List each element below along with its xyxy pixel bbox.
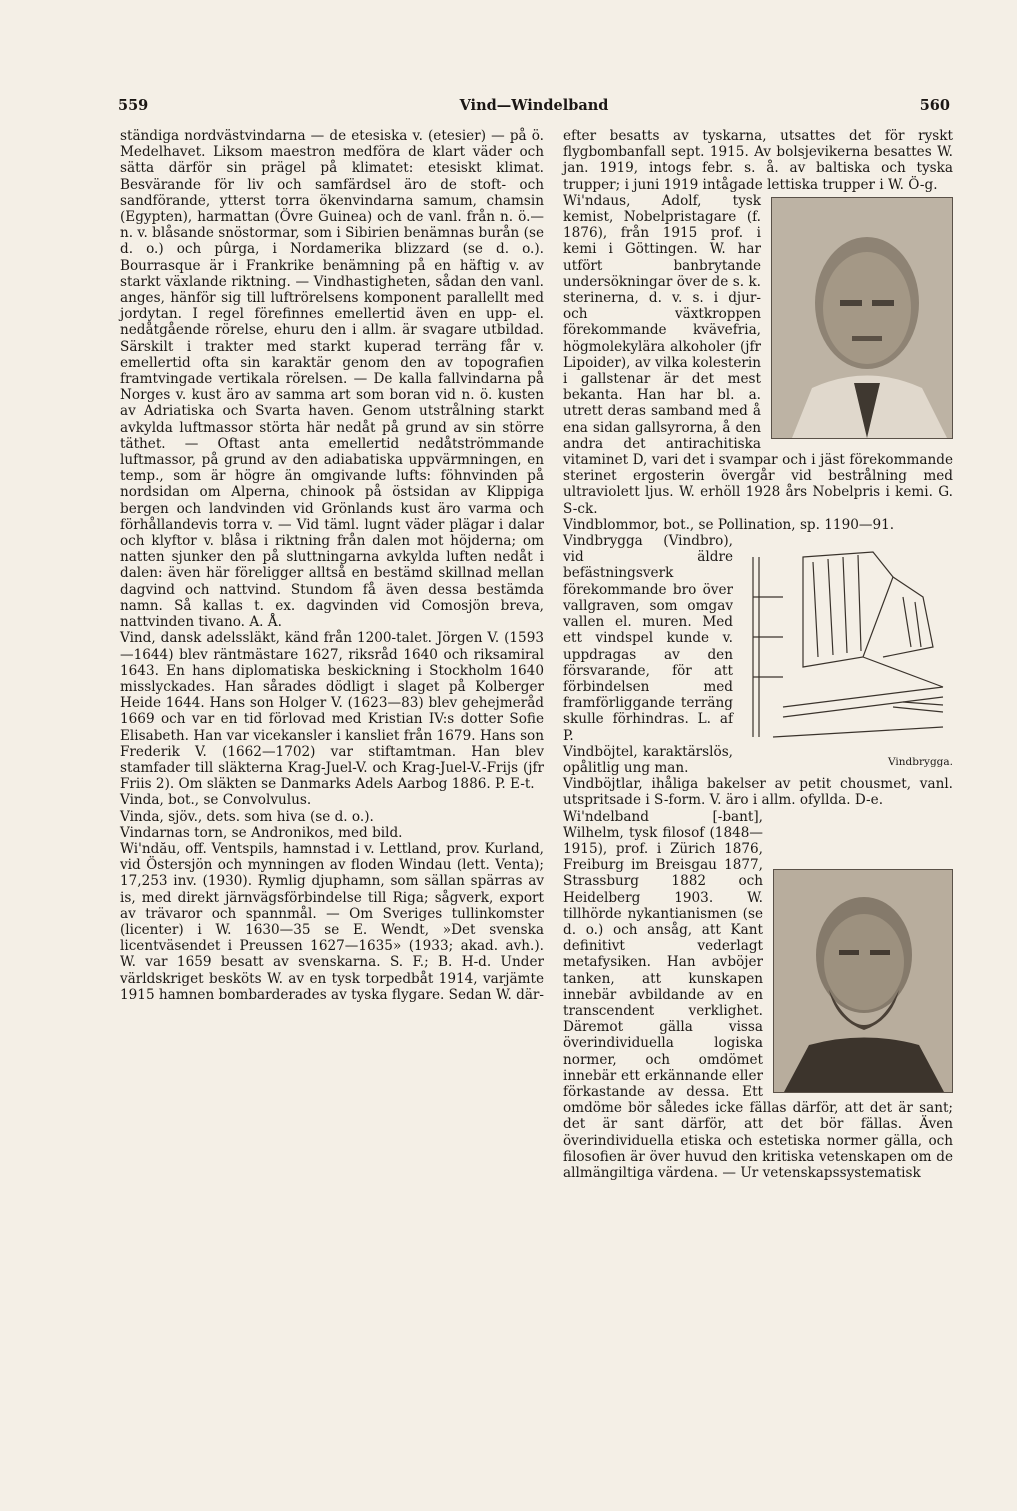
- entry-vindbojtlar: Vindböjtlar, ihåliga bakelser av petit chousmet, vanl. utspritsade i S-form. V. äro i allm. ofyllda. D-e.: [563, 776, 953, 809]
- entry-wind-continuation: ständiga nordvästvindarna — de etesiska v. (etesier) — på ö. Medelhavet. Liksom maestron medföra de klart väder och sätta därför sin prägel på klimatet: etesiskt klimat. Besvärande för liv och samfärdsel äro de stoft- och sandförande, ytterst torra ökenvindarna samum, chamsin (Egypten), harmattan (Övre Guinea) och de vanl. från n. ö.—n. v. blåsande snöstormar, som i Sibirien benämnas burån (se d. o.) och pûrga, i Nordamerika blizzard (se d. o.). Bourrasque är i Frankrike benämning på en häftig v. av starkt växlande riktning. — Vindhastigheten, sådan den vanl. anges, hänför sig till luftrörelsens komponent parallellt med jordytan. I regel förefinnes emellertid även en upp- el. nedåtgående rörelse, ehuru den i allm. är svagare utbildad. Särskilt i trakter med starkt kuperad terräng får v. emellertid ofta sin karaktär genom den av topografien framtvingade vertikala rörelsen. — De kalla fallvindarna på Norges v. kust äro av samma art som boran vid n. ö. kusten av Adriatiska och Svarta haven. Genom utstrålning starkt avkylda luftmassor störta här nedåt på grund av sin större täthet. — Oftast anta emellertid nedåtströmmande luftmassor, på grund av den adiabatiska uppvärmningen, en temp., som är högre än omgivande lufts: föhnvinden på nordsidan om Alperna, chinook på östsidan av Klippiga bergen och landvinden vid Grönlands kust äro varma och förhållandevis torra v. — Vid täml. lugnt väder plägar i dalar och klyftor v. blåsa i riktning från dalen mot höjderna; om natten sjunker den på sluttningarna avkylda luften nedåt i dalen: även här föreligger alltså en bestämd skillnad mellan dagvind och nattvind. Stundom få även dessa bestämda namn. Så kallas t. ex. dagvinden vid Comosjön breva, nattvinden tivano. A. Å.: [120, 128, 544, 631]
- entry-vindarnas-torn: Vindarnas torn, se Andronikos, med bild.: [120, 824, 403, 841]
- figure-vindbrygga: [743, 537, 953, 770]
- entry-vinda-bot: Vinda, bot., se Convolvulus.: [120, 792, 312, 809]
- entry-windaus: Wi'ndaus, Adolf, tysk kemist, Nobelpristagare (f. 1876), från 1915 prof. i kemi i Göttingen. W. har utfört banbrytande undersökningar över de s. k. sterinerna, d. v. s. i djur- och växtkroppen förekommande kvävefria, högmolekylära alkoholer (jfr Lipoider), av vilka kolesterin i gallstenar är det mest bekanta. Han har bl. a. utrett deras samband med å ena sidan gallsyrorna, å den andra det antirachitiska vitaminet D, vari det i svampar och i jäst förekommande sterinet ergosterin övergår vid bestrålning med ultraviolett ljus. W. erhöll 1928 års Nobelpris i kemi. G. S-ck.: [563, 192, 953, 517]
- figure-caption: Vindbrygga.: [888, 756, 953, 769]
- entry-vindbrygga: Vindbrygga (Vindbro), vid äldre befästningsverk förekommande bro över vallgraven, som omgav vallen el. muren. Med ett vindspel kunde v. uppdragas av den försvarande, för att förbindelsen med framförliggande terräng skulle förhindras. L. af P.: [563, 533, 733, 744]
- entry-vindbojtel: Vindböjtel, karaktärslös, opålitlig ung man.: [563, 743, 733, 776]
- portrait-windaus-image: [772, 198, 952, 438]
- entry-vind-family: Vind, dansk adelssläkt, känd från 1200-talet. Jörgen V. (1593—1644) blev räntmästare 1627, riksråd 1640 och riksamiral 1643. En hans diplomatiska beskickning i Stockholm 1640 misslyckades. Han sårades dödligt i slaget på Kolberger Heide 1644. Hans son Holger V. (1623—83) blev gehejmeråd 1669 och var en tid förlovad med Kristian IV:s dotter Sofie Elisabeth. Han var vicekansler i kansliet från 1679. Hans son Frederik V. (1662—1702) var stiftamtman. Han blev stamfader till släkterna Krag-Juel-V. och Krag-Juel-V.-Frijs (jfr Friis 2). Om släkten se Danmarks Adels Aarbog 1886. P. E-t.: [120, 630, 544, 793]
- page-number-left: 559: [118, 97, 149, 114]
- entry-vinda-sjov: Vinda, sjöv., dets. som hiva (se d. o.).: [120, 808, 374, 825]
- entry-windau-continuation: efter besatts av tyskarna, utsattes det för ryskt flygbombanfall sept. 1915. Av bolsjevikerna besattes W. jan. 1919, intogs febr. s. å. av baltiska och tyska trupper; i juni 1919 intågade lettiska trupper i W. Ö-g.: [563, 128, 953, 193]
- entry-vindblommor: Vindblommor, bot., se Pollination, sp. 1190—91.: [563, 516, 895, 533]
- page-header: [118, 97, 950, 117]
- portrait-windelband-image: [774, 870, 952, 1092]
- vindbrygga-drawing: [743, 537, 953, 752]
- left-column: [120, 128, 544, 1003]
- portrait-windelband: [773, 869, 953, 1093]
- running-title: Vind—Windelband: [459, 97, 609, 114]
- entry-windelband: Wi'ndelband [-bant], Wilhelm, tysk filosof (1848—1915), prof. i Zürich 1876, Freiburg im Breisgau 1877, Strassburg 1882 och Heidelberg 1903. W. tillhörde nykantianismen (se d. o.) och ansåg, att Kant definitivt vederlagt metafysiken. Han avböjer tanken, att kunskapen innebär avbildande av en transcendent verklighet. Däremot gälla vissa överindividuella logiska normer, och omdömet innebär ett erkännande eller förkastande av dessa. Ett omdöme bör således icke fällas därför, att det är sant; det är sant därför, att det bör fällas. Även överindividuella etiska och estetiska normer gälla, och filosofien är över huvud den kritiska vetenskapen om de allmängiltiga värdena. — Ur vetenskapssystematisk: [563, 808, 953, 1181]
- portrait-windaus: [771, 197, 953, 439]
- entry-windau: Wi'ndău, off. Ventspils, hamnstad i v. Lettland, prov. Kurland, vid Östersjön och mynningen av floden Windau (lett. Venta); 17,253 inv. (1930). Rymlig djuphamn, som sällan spärras av is, med direkt järnvägsförbindelse till Riga; sågverk, export av trävaror och spannmål. — Om Sveriges tullinkomster (licenter) i W. 1630—35 se E. Wendt, »Det svenska licentväsendet i Preussen 1627—1635» (1933; akad. avh.). W. var 1659 besatt av svenskarna. S. F.; B. H-d. Under världskriget besköts W. av en tysk torpedbåt 1914, varjämte 1915 hamnen bombarderades av tyska flygare. Sedan W. där-: [120, 840, 545, 1003]
- right-column: [563, 128, 953, 1181]
- page-number-right: 560: [919, 97, 950, 114]
